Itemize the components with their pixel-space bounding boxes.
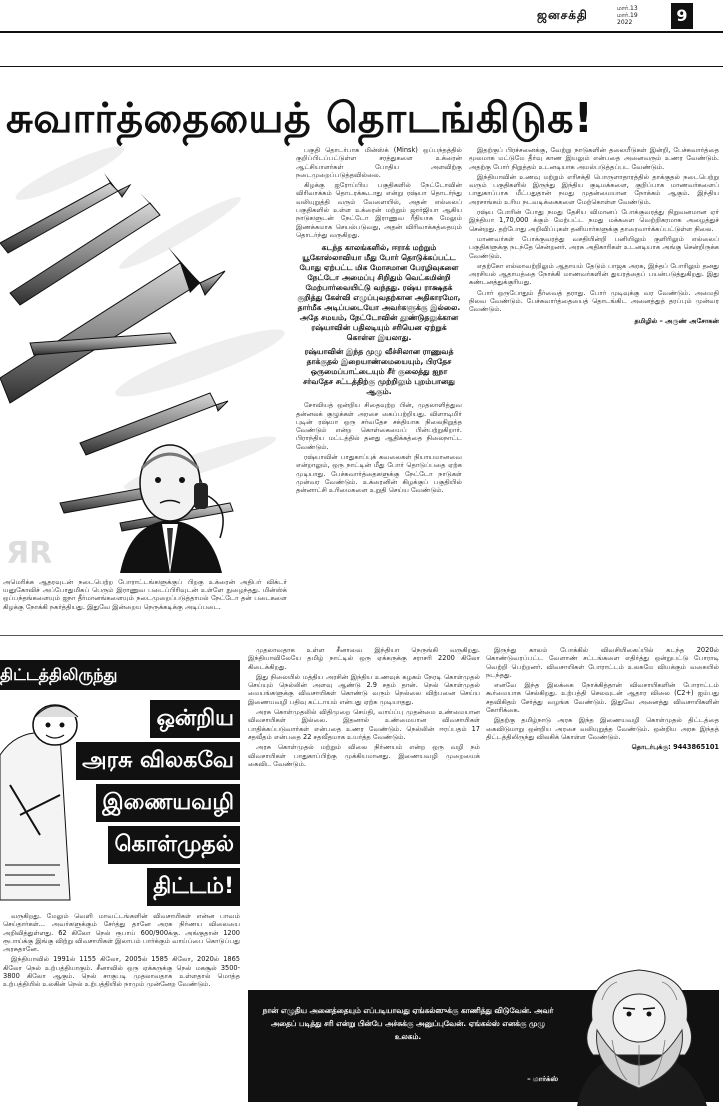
paragraph: போர் ஒருபோதும் தீர்வைத் தராது. போர் முடிவுக்கு வர வேண்டும். அமைதி நிலவ வேண்டும். பேச்சுவார்த்தையைத் தொடங்கிட அனைத்துத் தரப்பும் முன்வர வேண்டும். xyxy=(469,288,719,314)
paragraph: அரசு கொள்முதலில் விதிமுறை செய்தி, வாய்ப்பு முதன்மை உண்மையான விவசாயிகள் இல்லை. இதனால் உண்மையான விவசாயிகள் பாதிக்கப்படுவார்கள் என்பதை உணர வேண்டும். நெல்லின் ஈரப்பதம் 17 சதவீதம் என்பதை 22 சதவீதமாக உயர்த்த வேண்டும். xyxy=(248,708,480,741)
contact-number: தொடர்புக்கு: 9443865101 xyxy=(631,743,719,752)
boxed-headline-line xyxy=(36,742,240,782)
translator-signature: தமிழில் – அருண் அசோகன் xyxy=(634,316,719,325)
paragraph: ரஷ்ய போரின் போது நமது தேசிய விமானப் போக்குவரத்து நிறுவனமான ஏர் இந்தியா 1,70,000 க்கும் மேற்பட்ட நமது மக்களை வெற்றிகரமாக அழைத்துச் சென்றது. தற்போது அறிவிப்புகள் தனியார்களுக்கு தாரைவார்க்கப்பட்டுள்ள நிலை. xyxy=(469,208,719,233)
boxed-headline-line xyxy=(36,700,240,740)
svg-text:ЯR: ЯR xyxy=(6,536,53,571)
article-column-e xyxy=(486,646,719,976)
issue-date xyxy=(617,5,647,26)
headline: சுவார்த்தையைத் தொடங்கிடுக! xyxy=(6,94,594,142)
paragraph: இருந்து காலம் போக்கில் விவசியிகைப்பில் கடந்த 2020ல் கொண்டுவரப்பட்ட வேளாண் சட்டங்களை எதிர்த்து ஒன்றுபட்டு போராடி வெற்றி பெற்றனர். விவசாயிகள் போராட்டம் உலகமே வியக்கும் வகையில் நடந்தது. xyxy=(486,646,719,679)
paragraph: மாணவர்கள் போக்குவரத்து வசதியின்றி பனியிலும் குளிரிலும் எல்லைப் பகுதிகளுக்கு நடந்தே சென்றனர். அரசு அதிகாரிகள் உடனடியாக அங்கு சென்றிருக்க வேண்டும். xyxy=(469,234,719,260)
boxed-headline xyxy=(36,700,240,910)
paragraph: இதற்கு தமிழ்நாடு அரசு இந்த இணையவழி கொள்முதல் திட்டத்தை கைவிடுமாறு ஒன்றிய அரசை வலியுறுத்த வேண்டும். ஒன்றிய அரசு இந்தத் திட்டத்திலிருந்து விலகிக் கொள்ள வேண்டும். xyxy=(486,716,719,741)
missiles-illustration xyxy=(0,143,288,573)
boxed-headline-text: கொள்முதல் xyxy=(108,826,240,864)
paragraph: இது நிலையில் மத்திய அரசின் இந்திய உணவுக் கழகம் நேரடி கொள்முதல் செய்யும் நெல்லின் அளவு ஆண்டு 2.9 சதம் தான். நெல் கொள்முதல் மையங்களுக்கு விவசாயிகள் கொண்டு வரும் நெல்லை விற்பனை செய்ய இணையவழி பதிவு கட்டாயம் என்பது ஏற்க முடியாதது. xyxy=(248,672,480,706)
article-column-a xyxy=(296,146,462,676)
section-divider xyxy=(0,635,723,636)
article-column-d xyxy=(248,646,480,986)
paragraph: முதலாவதாக உள்ள சீனாவை இந்தியா நெருங்கி வருகிறது. இந்தியாவிலேயே தமிழ் நாட்டில் ஒரு ஏக்கருக்கு சராசரி 2200 கிலோ கிடைக்கிறது. xyxy=(248,646,480,671)
paper-name: ஜனசக்தி xyxy=(537,8,588,22)
masthead xyxy=(0,0,723,70)
boxed-headline-text: திட்டம்! xyxy=(147,868,240,906)
illustration-caption: அமெரிக்க ஆதரவுடன் நடைபெற்ற போராட்டங்களுக்குப் பிறகு உக்ரைன் அதிபர் விக்டர் யனுகோவிச் அப்போதுமிகப் பெரும் இராணுவ படைப்பிரிவுடன் உள்ளே நுழைந்தது. மின்ஸ்க் ஒப்பந்தங்களையும் ஐநா தீர்மானங்களையும் நடைமுறைப்படுத்தாமல் நேட்டோ தன் படைகளை கிழக்கு நோக்கி நகர்த்தியது. இதுவே இன்றைய நெருக்கடிக்கு அடிப்படை. xyxy=(3,578,287,611)
boxed-headline-line xyxy=(36,868,240,908)
paragraph: ரஷ்யாவின் பாதுகாப்புக் கவலைகள் நியாயமானவை என்றாலும், ஒரு நாட்டின் மீது போர் தொடுப்பதை ஏற்க முடியாது. பேச்சுவார்த்தைகளுக்கு நேட்டோ நாடுகள் முன்வர வேண்டும். உக்ரைனின் கிழக்குப் பகுதியில் தன்னாட்சி உரிமைகளை உறுதி செய்ய வேண்டும். xyxy=(296,453,462,495)
issue-date-line: மார்.19 xyxy=(617,12,638,19)
pull-quote: கடந்த காலங்களில், ஈராக் மற்றும் யூகோஸ்லாவியா மீது போர் தொடுக்கப்பட்ட போது ஏற்பட்ட மிக மோசமான பேரழிவுகளை நேட்டோ அமைப்பு சிறிதும் வெட்கமின்றி மேற்பார்வையிட்டு வந்தது. ரஷ்ய ராக்ஷதக் குறித்து கேள்வி எழுப்புவதற்கான அதிகாரமோ, தார்மீக அடிப்படையோ அவர்களுக்கு இல்லை. அதே சமயம், நேட்டோவின் தூண்டுதலுக்கான ரஷ்யாவின் பதிலடியும் சரியென ஏற்றுக் கொள்ள இயலாது. xyxy=(297,243,461,343)
paragraph: எதற்கோ எல்லாவற்றிலும் ஆதாயம் தேடும் பாஜக அரசு, இந்தப் போரிலும் தனது அரசியல் ஆதாயத்தை நோக்கி மாணவர்களின் துயரத்தைப் பயன்படுத்துகிறது. இது கண்டனத்துக்குரியது. xyxy=(469,261,719,287)
boxed-headline-text: இணையவழி xyxy=(96,784,240,822)
paragraph: இந்தியாவின் உணவு மற்றும் எரிசக்தி பொருளாதாரத்தில் தாக்குதல் நடைபெற்று வரும் பகுதிகளில் இருந்து இந்திய குடிமக்களை, குறிப்பாக மாணவர்களைப் பாதுகாப்பாக மீட்பதுதான் நமது முதன்மையான நோக்கம் ஆகும். இந்திய அரசாங்கம் உரிய நடவடிக்கைகளை மேற்கொள்ள வேண்டும். xyxy=(469,172,719,206)
issue-date-line: மார்.13 xyxy=(617,5,638,12)
section-banner xyxy=(0,660,240,690)
page-number: 9 xyxy=(671,3,693,29)
paragraph: சோவியத் ஒன்றிய சிதைவுற்ற பின், முதலாளித்துவ தன்னலக் குழுக்கள் அரசை கைப்பற்றியது. விளாடிமிர் புடின் ரஷ்யா ஒரு சர்வதேச சக்தியாக நிலைநிறுத்த வேண்டும் என்ற கொள்கையைப் பின்பற்றுகிறார். பிராந்திய மட்டத்தில் தனது ஆதிக்கத்தை நிலைநாட்ட வேண்டும். xyxy=(296,401,462,451)
issue-date-line: 2022 xyxy=(617,19,633,26)
paragraph: எனவே இந்த இலக்கை நோக்கித்தான் விவசாயிகளின் போராட்டம் கூர்மையாக செல்கிறது. உற்பத்தி செலவுடன் ஆதார விலை (C2+) ஐம்பது சதவிகிதம் சேர்த்து வழங்க வேண்டும். இதுவே அனைத்து விவசாயிகளின் கோரிக்கை. xyxy=(486,681,719,715)
quote-author: – மார்க்ஸ் xyxy=(527,1075,558,1083)
pull-quote: ரஷ்யாவின் இந்த முழு வீச்சிலான ராணுவத் தாக்குதல் இறையாண்மையையும், பிரதேச ஒருமைப்பாட்டையும் சீர் குலைத்து ஐநா சர்வதேச சட்டத்திற்கு முற்றிலும் புறம்பானது ஆகும். xyxy=(303,347,455,397)
paragraph: அரசு கொள்முதல் மற்றும் விலை நிர்ணயம் என்ற ஒரு வழி நம் விவசாயிகள் பாதுகாப்பிற்கு முக்கியமானது. இணையவழி முறையைக் கைவிட வேண்டும். xyxy=(248,743,480,768)
marx-portrait xyxy=(557,960,722,1106)
boxed-headline-text: அரசு விலகவே xyxy=(76,742,240,780)
paragraph: கிழக்கு ஐரோப்பிய பகுதிகளில் நேட்டோவின் விரிவாக்கம் தொடரக்கூடாது என்று ரஷ்யா தொடர்ந்து வலியுறுத்தி வரும் வேளையில், அதன் எல்லைப் பகுதிகளில் உள்ள உக்ரைன் மற்றும் ஜார்ஜியா ஆகிய நாடுகளுடன் நேட்டோ இராணுவ ரீதியாக மேலும் இணக்கமாக செயல்படுவது, அதன் விரிவாக்கத்தையும் தொடர்ந்து வருகிறது. xyxy=(296,181,462,239)
banner-text: திட்டத்திலிருந்து xyxy=(0,665,118,684)
masthead-rule-bottom xyxy=(0,66,723,67)
paragraph: இதற்குப் பிரச்சனைக்கு, வேற்று நாடுகளின் தலையீடுகள் இன்றி, பேச்சுவார்த்தை மூலமாக மட்டுமே தீர்வு காண இயலும் என்பதை அனைவரும் உணர வேண்டும். அதற்கு போர் நிறுத்தம் உடனடியாக அமல்படுத்தப்பட வேண்டும். xyxy=(469,146,719,171)
article-column-b xyxy=(469,146,719,676)
boxed-headline-line xyxy=(36,826,240,866)
boxed-headline-text: ஒன்றிய xyxy=(150,700,240,738)
article-column-c xyxy=(3,912,240,1102)
paragraph: வருகிறது. மேலும் வெளி மாவட்டங்களின் விவசாயிகள் என்ன பாவம் செய்தார்கள்... அவர்களுக்கும் சேர்த்து தானே அரசு நிர்ணய விலையை அறிவித்துள்ளது. 62 கிலோ நெல் ரூபாய் 600/900க்கு. அங்குதான் 1200 ரூபாய்க்கு இங்கு விற்று விவசாயிகள் இலாபம் பார்க்கும் வாய்ப்பை கொடுப்பது அரசுதானே. xyxy=(3,912,240,954)
paragraph: இந்தியாவில் 1991ல் 1155 கிலோ, 2005ல் 1585 கிலோ, 2020ல் 1865 கிலோ நெல் உற்பத்தியாகும். சீனாவில் ஒரு ஏக்கருக்கு நெல் மகசூல் 3500-3800 கிலோ ஆகும். நெல் சாகுபடி முதலாவதாக உள்ளதால் மொத்த உற்பத்தியில் உலகின் நெல் உற்பத்தியில் நாமும் முன்னேற வேண்டும். xyxy=(3,955,240,989)
quote-text: நான் எழுதிய அனைத்தையும் எப்படியாவது ஏங்கல்ஸுக்கு காணித்து விடுவேன். அவர் அதைப் படித்து சரி என்று பின்பே அச்சுக்கு அனுப்புவேன். ஏங்கல்ஸ் எனக்கு முழு உலகம். xyxy=(262,1006,554,1041)
paragraph: பகுதி தொடர்பாக மின்ஸ்க் (Minsk) ஒப்பந்தத்தில் குறிப்பிடப்பட்டுள்ள சரத்துகளை உக்ரைன் ஆட்சியாளர்கள் போதிய அளவிற்கு நடைமுறைப்படுத்தவில்லை. xyxy=(296,146,462,179)
boxed-headline-line xyxy=(36,784,240,824)
masthead-rule xyxy=(0,31,723,33)
